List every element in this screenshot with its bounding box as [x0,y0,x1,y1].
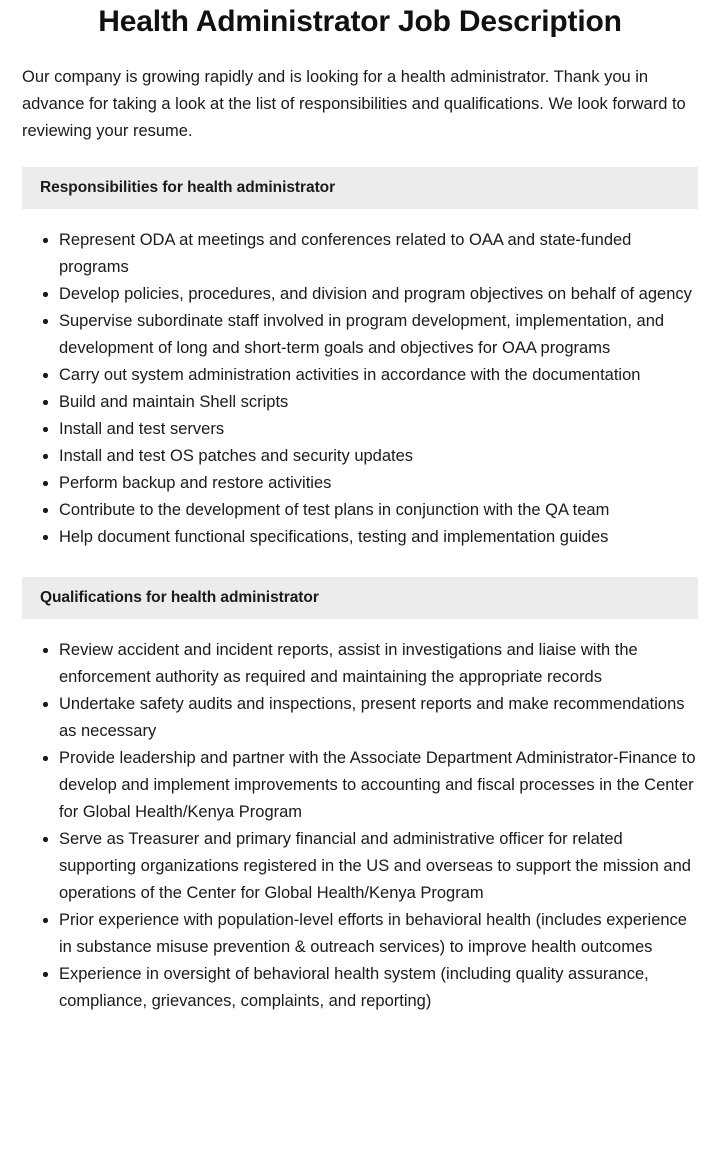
list-item: Perform backup and restore activities [22,470,698,497]
list-item: Carry out system administration activities in accordance with the documentation [22,362,698,389]
list-item: Install and test servers [22,416,698,443]
page-title: Health Administrator Job Description [98,5,622,38]
intro-paragraph: Our company is growing rapidly and is looking for a health administrator. Thank you in advance for taking a look at the list of responsibilities and qualifications. We look forward to reviewing your resume. [22,68,686,140]
responsibilities-list [22,227,698,551]
list-item: Serve as Treasurer and primary financial and administrative officer for related supporting organizations registered in the US and overseas to support the mission and operations of the Center for Global Health/Kenya Program [22,826,698,907]
list-item: Experience in oversight of behavioral health system (including quality assurance, compliance, grievances, complaints, and reporting) [22,961,698,1015]
list-item: Help document functional specifications, testing and implementation guides [22,524,698,551]
list-item: Build and maintain Shell scripts [22,389,698,416]
list-item: Review accident and incident reports, assist in investigations and liaise with the enforcement authority as required and maintaining the appropriate records [22,637,698,691]
qualifications-list [22,637,698,1015]
list-item: Provide leadership and partner with the Associate Department Administrator-Finance to develop and implement improvements to accounting and fiscal processes in the Center for Global Health/Kenya Program [22,745,698,826]
list-item: Supervise subordinate staff involved in program development, implementation, and development of long and short-term goals and objectives for OAA programs [22,308,698,362]
section-qualifications [22,577,698,1015]
list-item: Prior experience with population-level efforts in behavioral health (includes experience in substance misuse prevention & outreach services) to improve health outcomes [22,907,698,961]
section-header-responsibilities: Responsibilities for health administrator [22,167,698,209]
list-item: Contribute to the development of test plans in conjunction with the QA team [22,497,698,524]
list-item: Represent ODA at meetings and conferences related to OAA and state-funded programs [22,227,698,281]
list-item: Install and test OS patches and security updates [22,443,698,470]
list-item: Undertake safety audits and inspections, present reports and make recommendations as necessary [22,691,698,745]
list-item: Develop policies, procedures, and division and program objectives on behalf of agency [22,281,698,308]
job-description-page [0,4,720,1015]
section-responsibilities [22,167,698,551]
section-header-qualifications: Qualifications for health administrator [22,577,698,619]
